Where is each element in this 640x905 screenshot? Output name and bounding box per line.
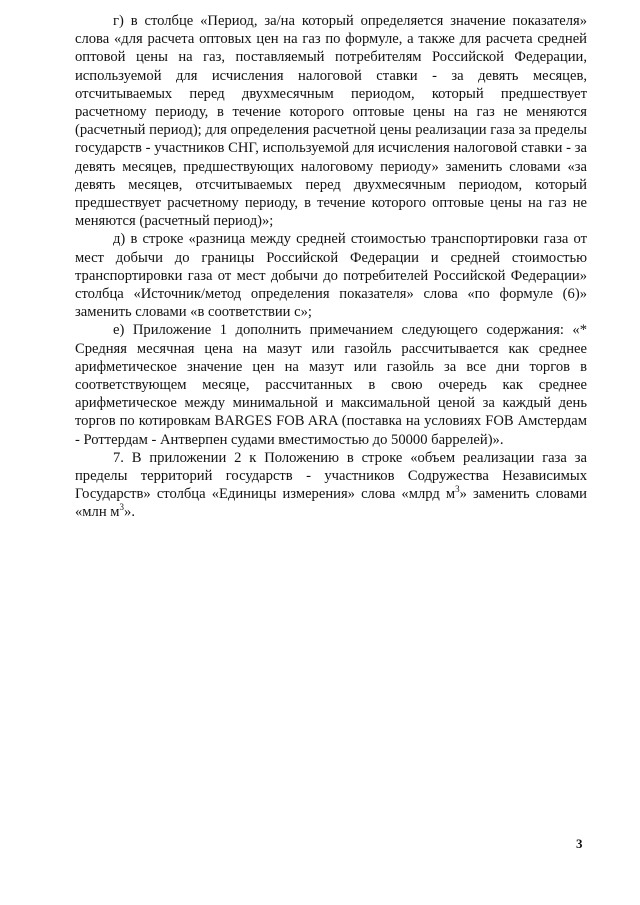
paragraph-d: д) в строке «разница между средней стоимостью транспортировки газа от мест добычи до границы Российской Федерации и средней стоимостью транспортировки газа от мест добычи до потребителей Российской Федерации» столбца «Источник/метод определения показателя» слова «по формуле (6)» заменить словами «в соответствии с»; (75, 231, 587, 321)
page-number: 3 (576, 836, 583, 851)
superscript-cubic: 3 (455, 484, 460, 495)
paragraph-7-text-middle: » заменить словами «млн м (75, 486, 587, 521)
document-body (75, 12, 587, 522)
paragraph-7-text-end: ». (124, 504, 135, 521)
superscript-cubic: 3 (119, 502, 125, 513)
paragraph-e: е) Приложение 1 дополнить примечанием следующего содержания: «* Средняя месячная цена на мазут или газойль рассчитывается как среднее арифметическое значение цен на мазут или газойль за все дни торгов в соответствующем месяце, рассчитанных в свою очередь как среднее арифметическое между минимальной и максимальной ценой за каждый день торгов по котировкам BARGES FOB ARA (поставка на условиях FOB Амстердам - Роттердам - Антверпен судами вместимостью до 50000 баррелей)». (75, 322, 587, 448)
paragraph-7-text-start: 7. В приложении 2 к Положению в строке «объем реализации газа за пределы территорий государств - участников Содружества Независимых Государств» столбца «Единицы измерения» слова «млрд м (75, 449, 587, 503)
paragraph-g: г) в столбце «Период, за/на который определяется значение показателя» слова «для расчета оптовых цен на газ по формуле, а также для расчета средней оптовой цены на газ, поставляемый потребителям Российской Федерации, используемой для исчисления налоговой ставки - за девять месяцев, отсчитываемых перед двухмесячным периодом, который предшествует расчетному периоду, в течение которого оптовые цены на газ не меняются (расчетный период); для определения расчетной цены реализации газа за пределы государств - участников СНГ, используемой для исчисления налоговой ставки - за девять месяцев, предшествующих налоговому периоду» заменить словами «за девять месяцев, отсчитываемых перед двухмесячным периодом, который предшествует расчетному периоду, в течение которого оптовые цены на газ не меняются (расчетный период)»; (75, 13, 587, 230)
paragraph-7 (75, 449, 587, 522)
